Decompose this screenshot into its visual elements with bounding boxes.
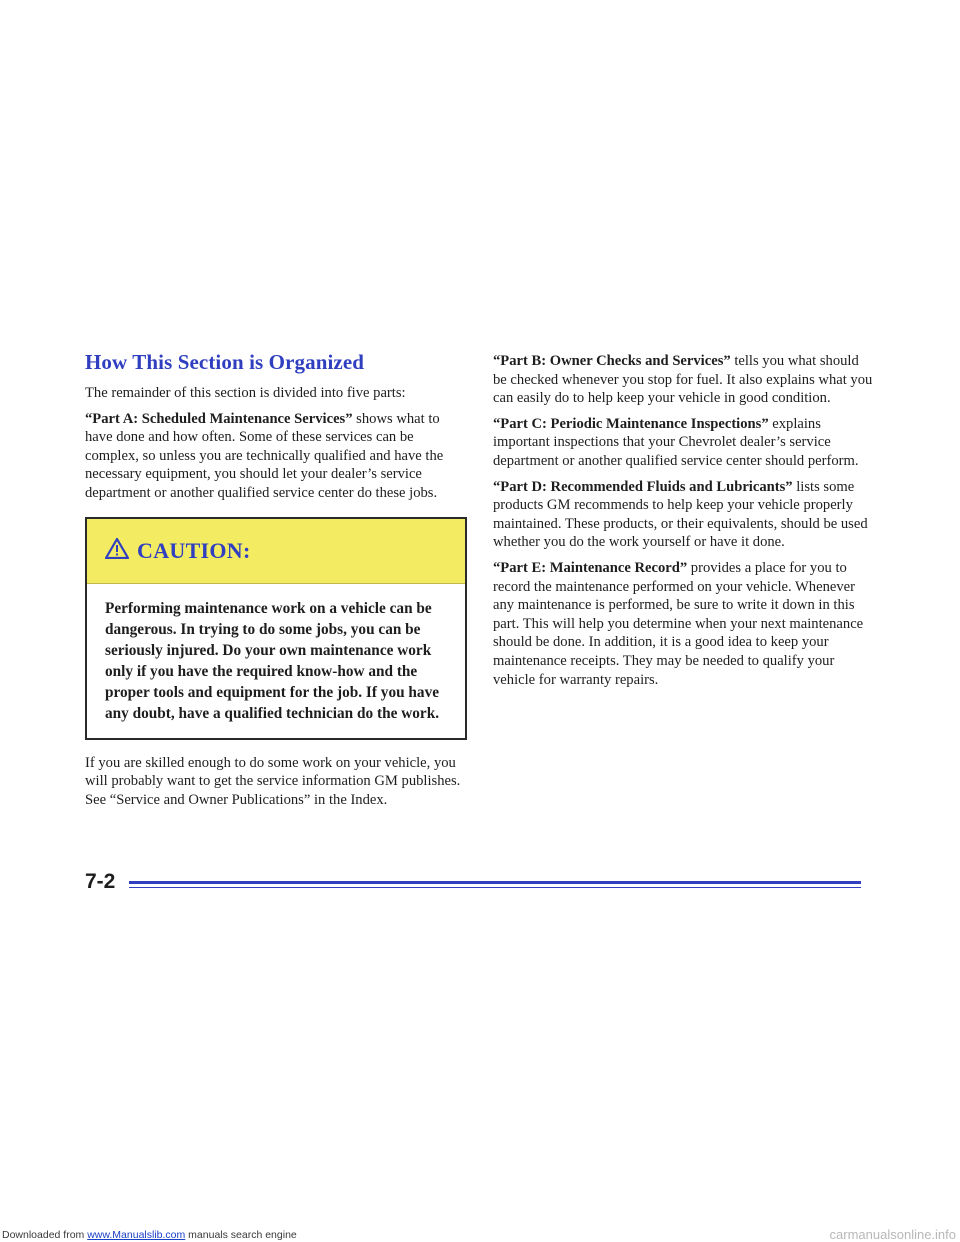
- part-c-text: explains important inspections that your Chevrolet dealer’s service department or another qualified service center should perform.: [493, 415, 859, 469]
- download-suffix: manuals search engine: [185, 1229, 297, 1241]
- part-a-text: shows what to have done and how often. Some of these services can be complex, so unless you are technically qualified and have the necessary equipment, you should let your dealer’s service department or another qualified service center do these jobs.: [85, 410, 444, 501]
- footer-rule-thick: [129, 881, 861, 884]
- section-heading: How This Section is Organized: [85, 350, 365, 374]
- warning-triangle-icon: [105, 537, 129, 564]
- page-footer: [85, 870, 861, 892]
- part-e-title: “Part E: Maintenance Record”: [493, 559, 688, 576]
- part-d-paragraph: [493, 478, 873, 552]
- part-b-title: “Part B: Owner Checks and Services”: [493, 353, 731, 369]
- part-e-text: provides a place for you to record the maintenance performed on your vehicle. Whenever any maintenance is performed, be sure to write it down in this part. This will help you determine when your next maintenance should be done. In addition, it is a good idea to keep your maintenance receipts. They may be needed to qualify your vehicle for warranty repairs.: [493, 559, 864, 688]
- caution-title: CAUTION:: [137, 537, 251, 563]
- part-a-paragraph: [85, 410, 465, 503]
- watermark: carmanualsonline.info: [829, 1227, 956, 1242]
- part-b-text: tells you what should be checked whenever you stop for fuel. It also explains what you can easily do to help keep your vehicle in good condition.: [493, 353, 873, 407]
- footer-rule-thin: [129, 887, 861, 888]
- download-prefix: Downloaded from: [2, 1229, 88, 1241]
- part-b-paragraph: [493, 352, 873, 408]
- part-c-paragraph: [493, 415, 873, 471]
- part-d-title: “Part D: Recommended Fluids and Lubricants”: [493, 478, 793, 495]
- manualslib-link[interactable]: www.Manualslib.com: [87, 1229, 186, 1241]
- part-e-paragraph: [493, 559, 873, 689]
- caution-header: [87, 519, 465, 584]
- part-a-title: “Part A: Scheduled Maintenance Services”: [85, 410, 353, 427]
- part-d-text: lists some products GM recommends to help keep your vehicle properly maintained. These products, or their equivalents, should be used whether you do the work yourself or have it done.: [493, 478, 868, 551]
- intro-paragraph: The remainder of this section is divided into five parts:: [85, 385, 406, 401]
- download-source-bar: [0, 1228, 960, 1242]
- right-column: [493, 352, 873, 696]
- caution-box: [85, 517, 467, 740]
- caution-body: Performing maintenance work on a vehicle can be dangerous. In trying to do some jobs, you can be seriously injured. Do your own maintenance work only if you have the required know-how and the proper tools and equipment for the job. If you have any doubt, have a qualified technician do the work.: [105, 599, 440, 722]
- closing-paragraph: If you are skilled enough to do some work on your vehicle, you will probably want to get the service information GM publishes. See “Service and Owner Publications” in the Index.: [85, 754, 461, 808]
- part-c-title: “Part C: Periodic Maintenance Inspections”: [493, 415, 769, 432]
- left-column: [85, 350, 465, 816]
- page-number: 7-2: [85, 870, 116, 893]
